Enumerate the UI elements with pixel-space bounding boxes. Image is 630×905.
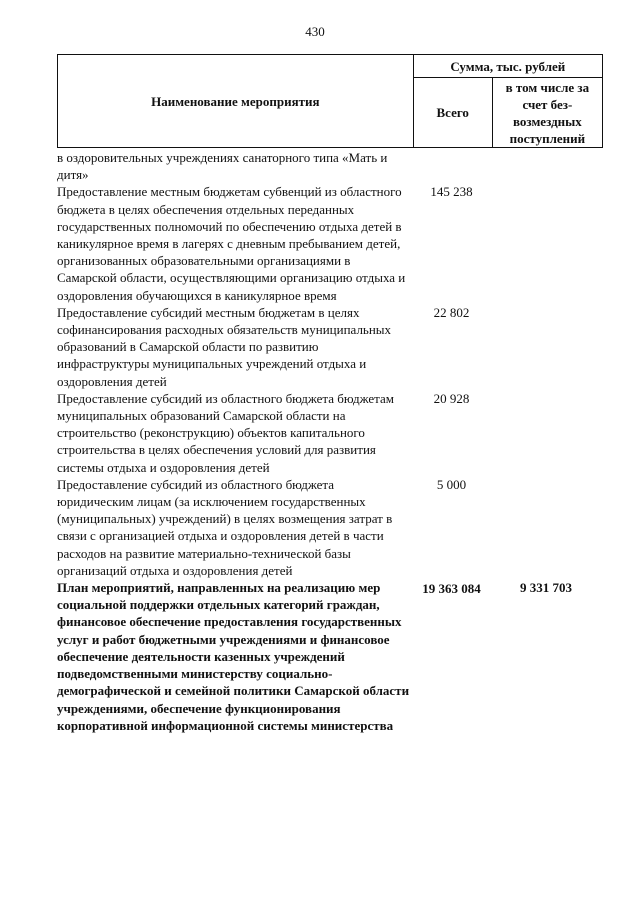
row-total: 5 000 <box>436 476 467 492</box>
row-incl <box>491 149 601 183</box>
row-total: 20 928 <box>433 390 470 406</box>
header-incl-column: в том числе за счет без-возмездных поступлений <box>492 78 602 148</box>
row-name: Предоставление местным бюджетам субвенций из областного бюджета в целях обеспечения отдельных переданных государственных полномочий по обеспечению отдыха детей в каникулярное время в лагерях с дневным пребыванием детей, организованных образовательными организациями в Самарской области, осуществляющими организацию отдыха и оздоровления обучающихся в каникулярное время <box>57 184 406 303</box>
page-number: 430 <box>305 24 325 39</box>
table-row <box>57 579 603 734</box>
table-body <box>57 149 603 734</box>
row-total: 19 363 084 <box>422 581 481 597</box>
row-total <box>412 149 491 183</box>
table-row <box>57 183 603 303</box>
row-name: Предоставление субсидий местным бюджетам в целях софинансирования расходных обязательств муниципальных образований в Самарской области по развитию инфраструктуры муниципальных учреждений отдыха и оздоровления детей <box>57 304 392 389</box>
row-name: в оздоровительных учреждениях санаторного типа «Мать и дитя» <box>57 150 388 183</box>
row-incl <box>491 183 601 303</box>
table-row <box>57 476 603 579</box>
row-name: Предоставление субсидий из областного бюджета бюджетам муниципальных образований Самарской области на строительство (реконструкцию) объектов капитального строительства в целях обеспечения условий для развития системы отдыха и оздоровления детей <box>57 390 394 475</box>
row-incl <box>491 476 601 579</box>
header-name-column: Наименование мероприятия <box>58 55 414 148</box>
row-name: Предоставление субсидий из областного бюджета юридическим лицам (за исключением государственных (муниципальных) учреждений) в целях возмещения затрат в связи с организацией отдыха и оздоровления детей в части расходов на развитие материально-технической базы организаций отдыха и оздоровления детей <box>57 476 393 578</box>
table-row <box>57 304 603 390</box>
row-total: 145 238 <box>430 184 473 200</box>
row-incl <box>491 390 601 476</box>
header-sum-column: Сумма, тыс. рублей <box>413 55 602 78</box>
header-total-column: Всего <box>413 78 492 148</box>
row-incl: 9 331 703 <box>520 580 572 596</box>
row-incl <box>491 304 601 390</box>
row-name: План мероприятий, направленных на реализацию мер социальной поддержки отдельных категорий граждан, финансовое обеспечение предоставления государственных услуг и работ бюджетными учреждениями и финансовое обеспечение деятельности казенных учреждений подведомственными министерству социально-демографической и семейной политики Самарской области учреждениями, обеспечение функционирования корпоративной информационной системы министерства <box>57 580 410 733</box>
table-row <box>57 149 603 183</box>
table-header <box>57 54 603 148</box>
table-row <box>57 390 603 476</box>
row-total: 22 802 <box>433 304 470 320</box>
